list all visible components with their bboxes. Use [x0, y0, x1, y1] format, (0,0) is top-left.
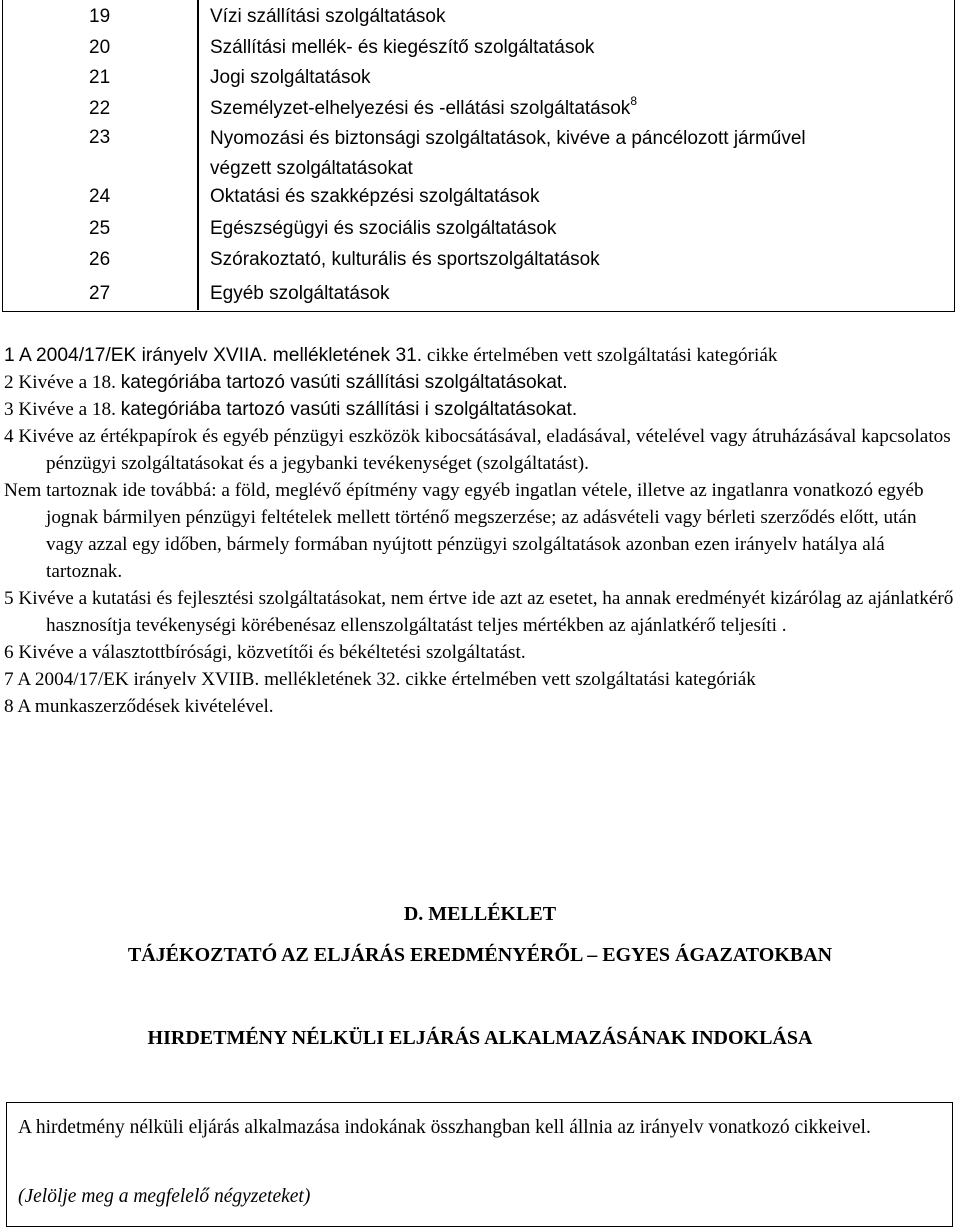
service-category-table — [2, 0, 955, 312]
footnote-6: 6 Kivéve a választottbírósági, közvetítői és békéltetési szolgáltatást. — [4, 642, 526, 663]
document-title: TÁJÉKOZTATÓ AZ ELJÁRÁS EREDMÉNYÉRŐL – EGYES ÁGAZATOKBAN — [127, 944, 833, 966]
row-label: Jogi szolgáltatások — [210, 67, 371, 88]
row-label: Egyéb szolgáltatások — [210, 283, 390, 304]
footnote-5: 5 Kivéve a kutatási és fejlesztési szolgáltatásokat, nem értve ide azt az esetet, ha annak eredményét kizárólag az ajánlatkérő hasznosítja tevékenységi körébenésaz ellenszolgáltatást teljes mértékben az ajánlatkérő teljesíti . — [4, 588, 954, 636]
annex-heading: D. MELLÉKLET — [403, 903, 557, 925]
row-label: Nyomozási és biztonsági szolgáltatások, kivéve a páncélozott járművel végzett szolgáltatásokat — [210, 128, 806, 179]
row-number: 19 — [89, 6, 111, 27]
row-number: 24 — [89, 186, 111, 207]
row-label: Oktatási és szakképzési szolgáltatások — [210, 186, 540, 207]
row-label: Szállítási mellék- és kiegészítő szolgáltatások — [210, 37, 595, 58]
footnote-ref: 8 — [630, 94, 637, 108]
footnote-1 — [4, 342, 954, 369]
footnote-1-part-a: 1 A 2004/17/EK irányelv XVIIA. mellékletének 31. — [4, 345, 423, 366]
row-number: 23 — [89, 127, 111, 148]
row-label-text: Személyzet-elhelyezési és -ellátási szolgáltatások — [210, 98, 631, 119]
row-number: 22 — [89, 98, 111, 119]
row-number: 27 — [89, 283, 111, 304]
row-label: Szórakoztató, kulturális és sportszolgáltatások — [210, 249, 600, 270]
footnotes — [4, 342, 954, 720]
row-label — [210, 95, 810, 123]
row-label: Egészségügyi és szociális szolgáltatások — [210, 218, 557, 239]
box-instruction: (Jelölje meg a megfelelő négyzeteket) — [18, 1186, 311, 1207]
footnote-2-part-a: 2 Kivéve a 18. — [4, 372, 121, 393]
row-number: 26 — [89, 249, 111, 270]
column-divider — [197, 0, 199, 310]
box-text: A hirdetmény nélküli eljárás alkalmazása indokának összhangban kell állnia az irányelv vonatkozó cikkeivel. — [18, 1117, 871, 1138]
footnote-1-part-b: cikke értelmében vett szolgáltatási kategóriák — [422, 345, 778, 366]
footnote-3 — [4, 396, 954, 423]
row-number: 20 — [89, 37, 111, 58]
row-number: 25 — [89, 218, 111, 239]
section-title: HIRDETMÉNY NÉLKÜLI ELJÁRÁS ALKALMAZÁSÁNAK INDOKLÁSA — [147, 1027, 813, 1049]
justification-box — [6, 1102, 953, 1227]
footnote-4-continuation: Nem tartoznak ide továbbá: a föld, meglévő építmény vagy egyéb ingatlan vétele, illetve az ingatlanra vonatkozó egyéb jognak bármilyen pénzügyi feltételek mellett történő megszerzése; az adásvételi vagy bérleti szerződés előtt, után vagy azzal egy időben, bármely formában nyújtott pénzügyi szolgáltatások azonban ezen irányelv hatálya alá tartoznak. — [4, 480, 924, 582]
footnote-8: 8 A munkaszerződések kivételével. — [4, 696, 274, 717]
footnote-2-part-b: kategóriába tartozó vasúti szállítási szolgáltatásokat. — [120, 372, 568, 393]
footnote-3-part-b: kategóriába tartozó vasúti szállítási i szolgáltatásokat. — [120, 399, 578, 420]
row-label: Vízi szállítási szolgáltatások — [210, 6, 446, 27]
footnote-3-part-a: 3 Kivéve a 18. — [4, 399, 121, 420]
footnote-4: 4 Kivéve az értékpapírok és egyéb pénzügyi eszközök kibocsátásával, eladásával, vételével vagy átruházásával kapcsolatos pénzügyi szolgáltatásokat és a jegybanki tevékenységet (szolgáltatást). — [4, 426, 951, 474]
footnote-2 — [4, 369, 954, 396]
row-number: 21 — [89, 67, 111, 88]
footnote-7: 7 A 2004/17/EK irányelv XVIIB. mellékletének 32. cikke értelmében vett szolgáltatási kategóriák — [4, 669, 756, 690]
